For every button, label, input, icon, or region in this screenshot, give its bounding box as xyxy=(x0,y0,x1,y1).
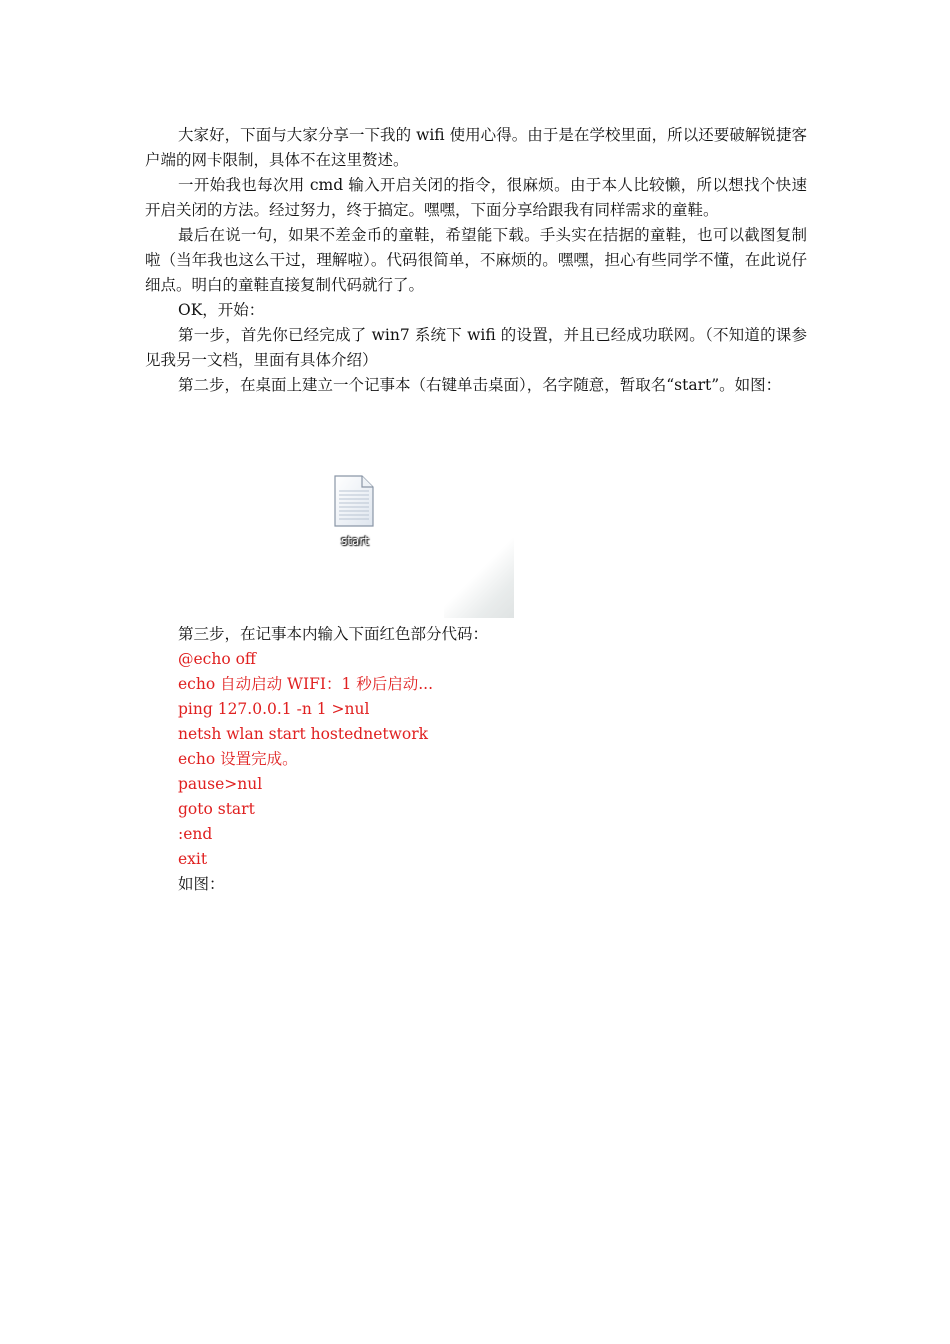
figure-background-shade xyxy=(444,538,514,618)
code-line: echo 自动启动 WIFI：1 秒后启动... xyxy=(178,675,434,693)
intro-paragraph: 大家好，下面与大家分享一下我的 wifi 使用心得。由于是在学校里面，所以还要破解锐捷客户端的网卡限制，具体不在这里赘述。 xyxy=(145,126,807,169)
code-line: @echo off xyxy=(178,650,256,668)
code-line: pause>nul xyxy=(178,775,263,793)
step1-paragraph: 第一步，首先你已经完成了 win7 系统下 wifi 的设置，并且已经成功联网。（不知道的课参见我另一文档，里面有具体介绍） xyxy=(145,326,807,369)
desktop-screenshot-figure xyxy=(300,462,514,618)
as-shown-line: 如图： xyxy=(178,875,225,893)
step2-paragraph: 第二步，在桌面上建立一个记事本（右键单击桌面），名字随意，暂取名“start”。如图： xyxy=(178,376,782,394)
motivation-paragraph: 一开始我也每次用 cmd 输入开启关闭的指令，很麻烦。由于本人比较懒，所以想找个快速开启关闭的方法。经过努力，终于搞定。嘿嘿，下面分享给跟我有同样需求的童鞋。 xyxy=(145,176,807,219)
code-line: echo 设置完成。 xyxy=(178,750,298,768)
ok-line: OK，开始： xyxy=(178,301,265,319)
code-line: :end xyxy=(178,825,213,843)
code-line: ping 127.0.0.1 -n 1 >nul xyxy=(178,700,370,718)
note-paragraph: 最后在说一句，如果不差金币的童鞋，希望能下载。手头实在拮据的童鞋，也可以截图复制啦（当年我也这么干过，理解啦）。代码很简单，不麻烦的。嘿嘿，担心有些同学不懂，在此说仔细点。明白的童鞋直接复制代码就行了。 xyxy=(145,226,807,294)
code-line: exit xyxy=(178,850,208,868)
code-line: netsh wlan start hostednetwork xyxy=(178,725,428,743)
file-name-label: start xyxy=(341,534,369,548)
step3-line: 第三步，在记事本内输入下面红色部分代码： xyxy=(178,625,489,643)
code-line: goto start xyxy=(178,800,255,818)
text-file-icon xyxy=(332,474,376,528)
